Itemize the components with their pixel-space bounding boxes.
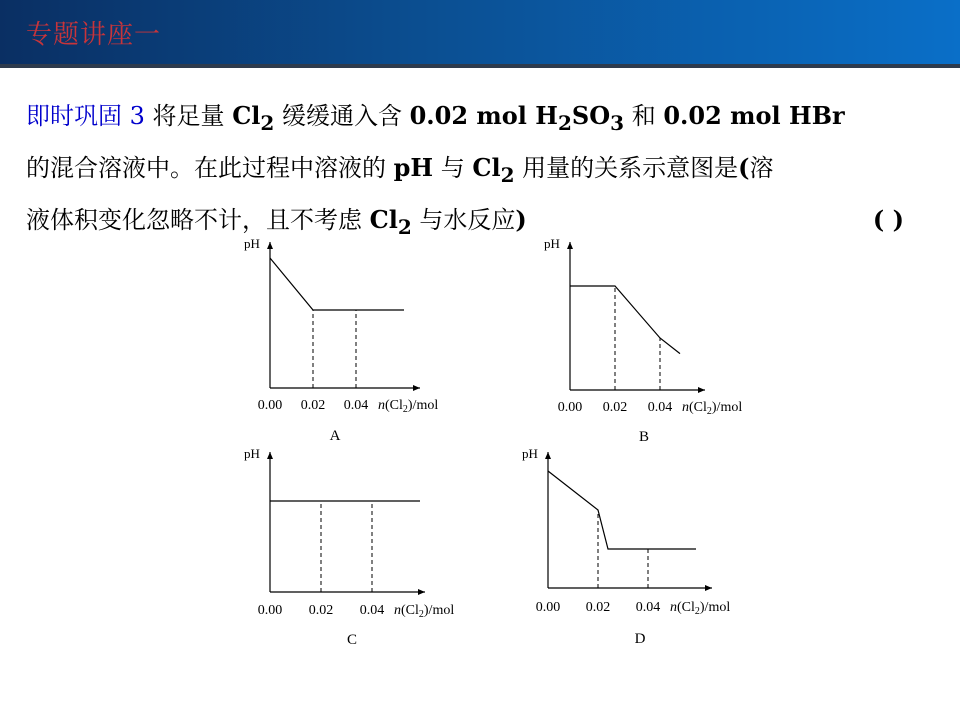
- formula-subscript: 3: [610, 110, 625, 135]
- data-line: [570, 286, 680, 354]
- question-text: 的混合溶液中。在此过程中溶液的: [26, 154, 394, 182]
- y-axis-label: pH: [244, 236, 260, 251]
- formula-cl2: Cl: [232, 101, 261, 130]
- question-text: 与水反应: [411, 206, 516, 234]
- data-line: [270, 258, 404, 310]
- question-line-2: [26, 142, 926, 194]
- tick-label: 0.00: [257, 603, 283, 618]
- question-text: 和: [624, 102, 664, 130]
- question-text: 用量的关系示意图是: [514, 154, 739, 182]
- tick-label: 0.04: [343, 398, 369, 413]
- x-axis-arrow-icon: [698, 387, 705, 393]
- question-label: 即时巩固 3: [26, 102, 145, 130]
- question-text: 将足量: [152, 102, 233, 130]
- tick-label: 0.02: [300, 398, 326, 413]
- header-divider: [0, 64, 960, 68]
- y-axis-arrow-icon: [545, 452, 551, 459]
- question-text: 溶: [749, 154, 774, 182]
- y-axis-arrow-icon: [267, 452, 273, 459]
- amount-value: 0.02: [409, 101, 469, 130]
- header-title: 专题讲座一: [26, 20, 162, 50]
- question-text: 液体积变化忽略不计，且不考虑: [26, 206, 370, 234]
- formula-cl2: Cl: [472, 153, 501, 182]
- close-paren: ): [515, 205, 527, 234]
- question-line-3: [26, 194, 926, 246]
- y-axis-label: pH: [522, 446, 538, 461]
- option-letter: D: [634, 631, 646, 647]
- chart-a: [244, 236, 438, 444]
- slide-header: [0, 0, 960, 64]
- tick-label: 0.00: [257, 398, 283, 413]
- x-axis-label: $n(Cl_2)$/mol: [394, 603, 455, 620]
- option-letter: B: [638, 429, 650, 445]
- question-text: 与: [433, 154, 473, 182]
- open-paren: (: [738, 153, 750, 182]
- tick-label: 0.00: [557, 400, 583, 415]
- tick-label: 0.00: [535, 600, 561, 615]
- formula-subscript: 2: [500, 162, 515, 187]
- formula-h2so3: H: [535, 101, 558, 130]
- tick-label: 0.04: [635, 600, 661, 615]
- chart-b: [544, 236, 742, 445]
- question-line-1: [26, 90, 926, 142]
- amount-unit: mol: [721, 101, 790, 130]
- tick-label: 0.02: [585, 600, 611, 615]
- chart-d: [522, 446, 730, 647]
- x-axis-arrow-icon: [413, 385, 420, 391]
- answer-blank[interactable]: ( ): [872, 205, 904, 234]
- y-axis-label: pH: [544, 236, 560, 251]
- x-axis-label: $n(Cl_2)$/mol: [682, 400, 743, 417]
- chart-c: [244, 446, 454, 648]
- question-block: [26, 90, 926, 246]
- tick-label: 0.04: [359, 603, 385, 618]
- term-ph: pH: [393, 153, 434, 182]
- formula-subscript: 2: [397, 214, 412, 239]
- x-axis-arrow-icon: [418, 589, 425, 595]
- option-letter: A: [329, 428, 341, 444]
- x-axis-label: $n(Cl_2)$/mol: [378, 398, 439, 415]
- amount-unit: mol: [468, 101, 536, 130]
- x-axis-arrow-icon: [705, 585, 712, 591]
- tick-label: 0.02: [602, 400, 628, 415]
- y-axis-label: pH: [244, 446, 260, 461]
- tick-label: 0.02: [308, 603, 334, 618]
- data-line: [548, 471, 696, 549]
- tick-label: 0.04: [647, 400, 673, 415]
- formula-cl2: Cl: [369, 205, 398, 234]
- formula-subscript: 2: [557, 110, 572, 135]
- x-axis-label: $n(Cl_2)$/mol: [670, 600, 731, 617]
- formula-subscript: 2: [260, 110, 275, 135]
- option-letter: C: [346, 632, 358, 648]
- question-text: 缓缓通入含: [274, 102, 410, 130]
- formula-h2so3-part: SO: [571, 101, 611, 130]
- amount-value: 0.02: [663, 101, 722, 130]
- formula-hbr: HBr: [789, 101, 845, 130]
